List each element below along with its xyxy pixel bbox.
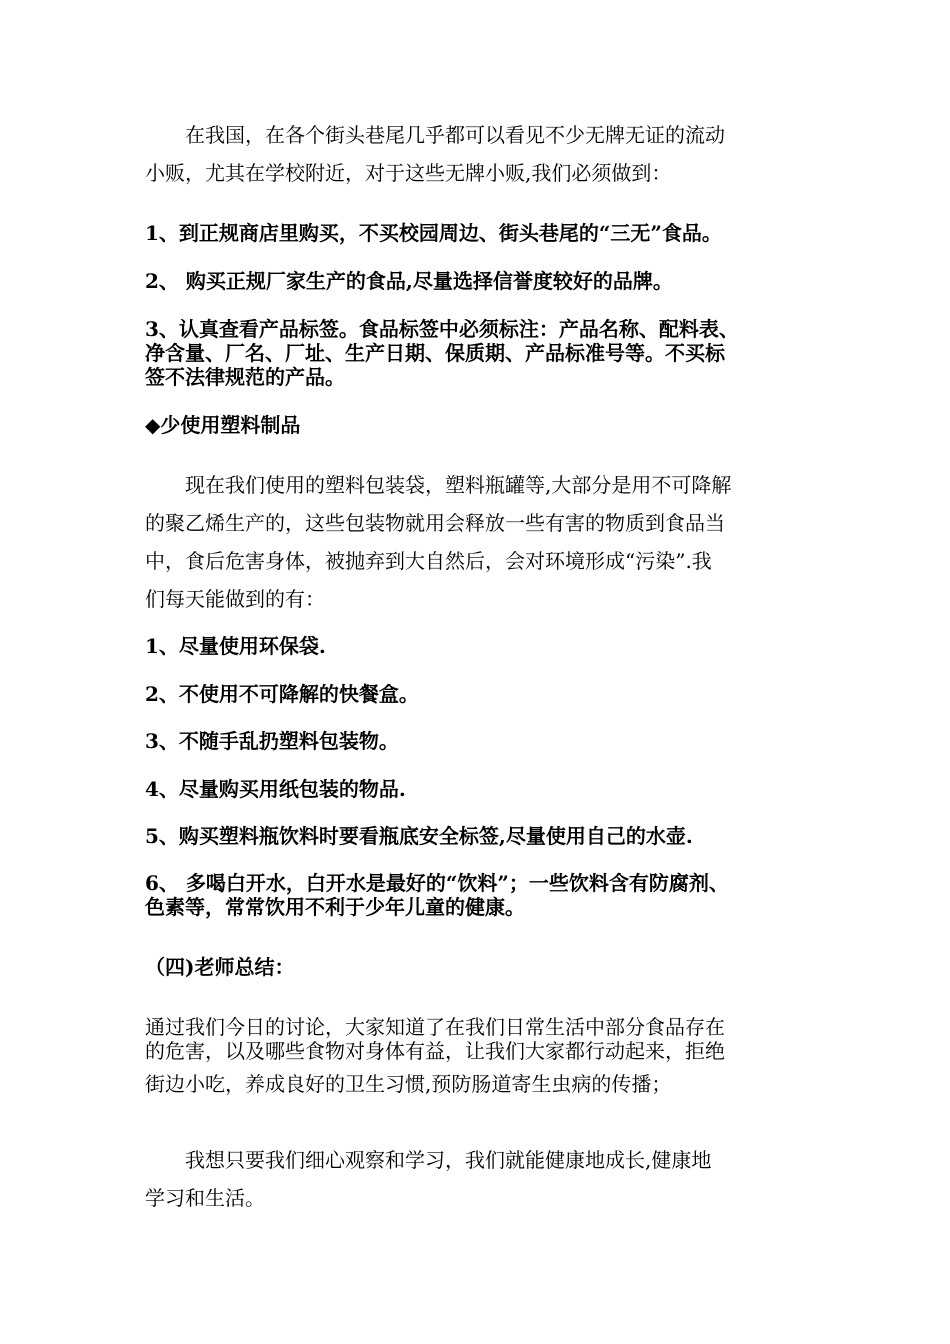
list1-item-line: 3、认真查看产品标签。食品标签中必须标注：产品名称、配料表、 [145,317,739,341]
list2-item-line: 色素等，常常饮用不利于少年儿童的健康。 [145,895,525,919]
list2-item [145,777,825,801]
summary-paragraph [145,1015,825,1096]
list1-item [145,269,825,293]
list1-item-line: 1、到正规商店里购买，不买校园周边、街头巷尾的“三无”食品。 [145,221,722,245]
closing-line: 学习和生活。 [145,1186,265,1210]
plastic-paragraph [145,473,825,611]
list1-item-line: 净含量、厂名、厂址、生产日期、保质期、产品标准号等。不买标 [145,341,725,365]
list1-item [145,317,825,389]
list2-item [145,871,825,919]
list2-item-line: 2、不使用不可降解的快餐盒。 [145,682,419,706]
summary-line: 的危害，以及哪些食物对身体有益，让我们大家都行动起来，拒绝 [145,1039,725,1063]
list2-item [145,824,825,848]
plastic-paragraph-line: 现在我们使用的塑料包装袋，塑料瓶罐等,大部分是用不可降解 [145,473,732,497]
summary-line: 通过我们今日的讨论，大家知道了在我们日常生活中部分食品存在 [145,1015,725,1039]
plastic-paragraph-line: 的聚乙烯生产的，这些包装物就用会释放一些有害的物质到食品当 [145,511,725,535]
list2-item-line: 3、不随手乱扔塑料包装物。 [145,729,399,753]
list1-item-line: 2、 购买正规厂家生产的食品,尽量选择信誉度较好的品牌。 [145,269,673,293]
plastic-paragraph-line: 们每天能做到的有： [145,587,325,611]
intro-line: 在我国，在各个街头巷尾几乎都可以看见不少无牌无证的流动 [145,123,725,147]
list2-item-line: 6、 多喝白开水，白开水是最好的“饮料”；一些饮料含有防腐剂、 [145,871,729,895]
summary-line: 街边小吃，养成良好的卫生习惯,预防肠道寄生虫病的传播； [145,1072,672,1096]
list2-item [145,634,825,658]
list2-item-line: 1、尽量使用环保袋. [145,634,326,658]
plastic-paragraph-line: 中，食后危害身体，被抛弃到大自然后，会对环境形成“污染”.我 [145,549,712,573]
intro-paragraph [145,123,825,185]
summary-heading: （四)老师总结： [145,955,295,979]
list2-item-line: 4、尽量购买用纸包装的物品. [145,777,406,801]
closing-line: 我想只要我们细心观察和学习，我们就能健康地成长,健康地 [145,1148,712,1172]
section-heading: ◆少使用塑料制品 [145,413,301,437]
closing-paragraph [145,1148,825,1210]
list1-item [145,221,825,245]
list2-item [145,682,825,706]
list1-item-line: 签不法律规范的产品。 [145,365,345,389]
list2-item-line: 5、购买塑料瓶饮料时要看瓶底安全标签,尽量使用自己的水壶. [145,824,693,848]
intro-line: 小贩，尤其在学校附近，对于这些无牌小贩,我们必须做到： [145,161,672,185]
list2-item [145,729,825,753]
